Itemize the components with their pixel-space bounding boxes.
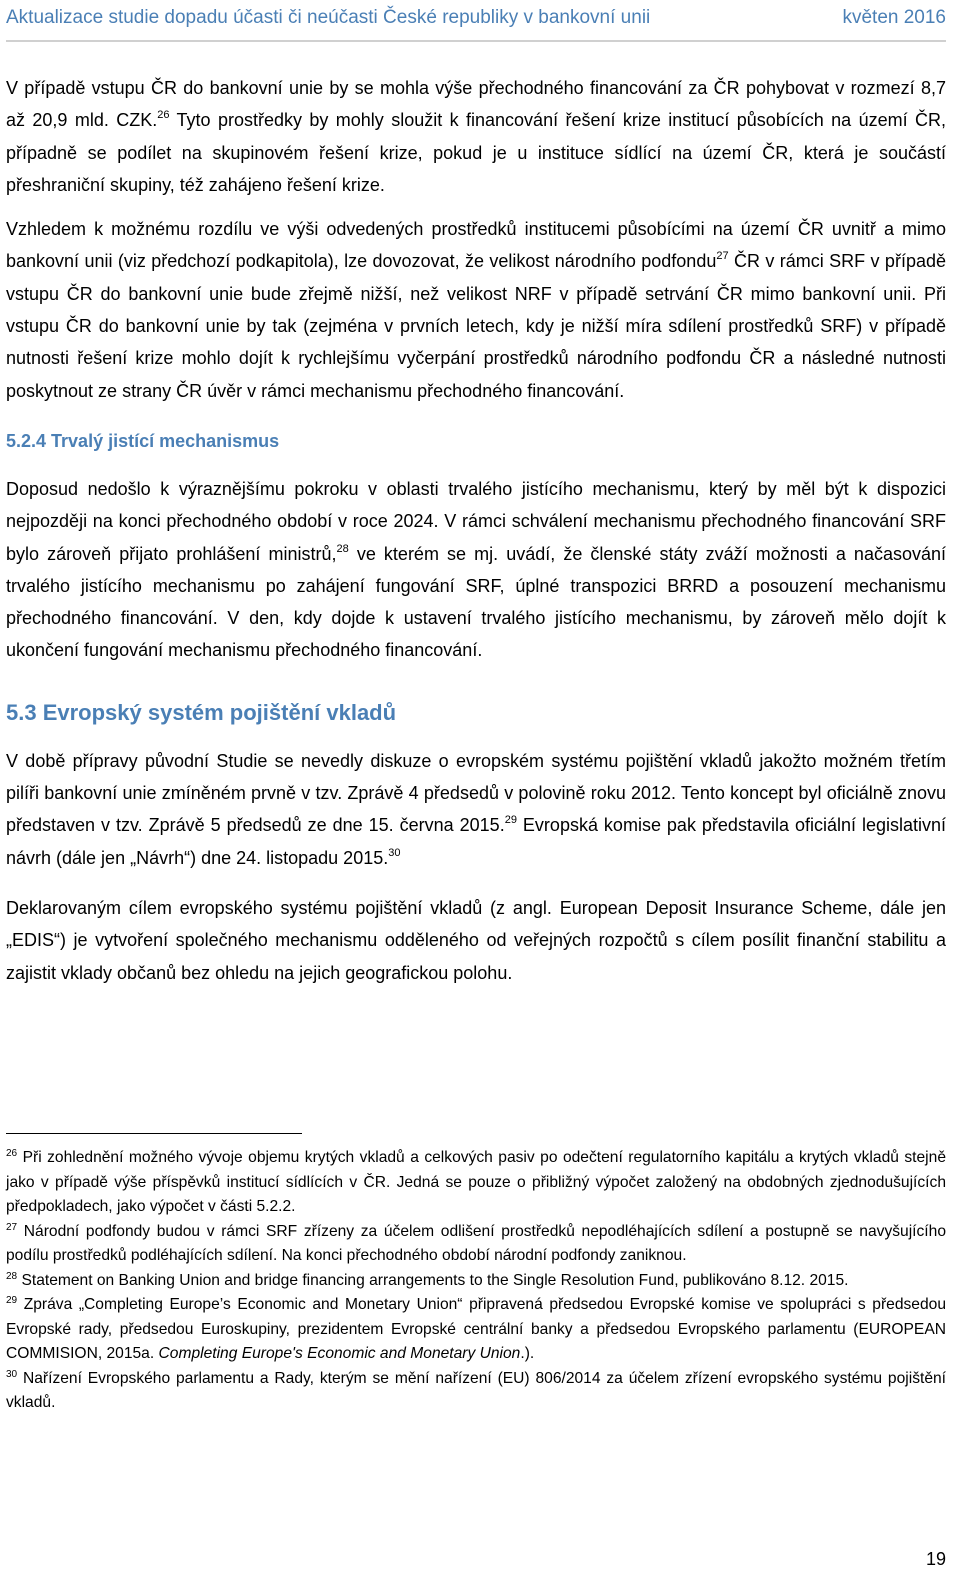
footnote-29 — [6, 1293, 946, 1367]
footnotes — [6, 1146, 946, 1416]
header-title: Aktualizace studie dopadu účasti či neúčasti České republiky v bankovní unii — [6, 7, 651, 28]
footnote-26 — [6, 1146, 946, 1220]
footnote-ref[interactable]: 30 — [388, 846, 401, 859]
paragraph-national-subfund — [6, 213, 946, 407]
footnote-number: 29 — [6, 1295, 18, 1306]
paragraph-text: V době přípravy původní Studie se nevedly diskuze o evropském systému pojištění vkladů jakožto možném třetím pilíři bankovní unie zmíněném prvně v tzv. Zprávě 4 předsedů v polovině roku 2012. Tento koncept byl oficiálně znovu představen v tzv. Zprávě 5 předsedů ze dne 15. června 2015. — [6, 750, 946, 836]
paragraph-text: ČR v rámci SRF v případě vstupu ČR do bankovní unie bude zřejmě nižší, než velikost NRF v případě setrvání ČR mimo bankovní unii. Při vstupu ČR do bankovní unie by tak (zejména v prvních letech, kdy je nižší míra sdílení prostředků SRF) v případě nutnosti řešení krize mohlo dojít k rychlejšímu vyčerpání prostředků národního podfondu ČR a následné nutnosti poskytnout ze strany ČR úvěr v rámci mechanismu přechodného financování. — [6, 251, 946, 401]
footnote-number: 28 — [6, 1270, 18, 1282]
footnote-ref[interactable]: 29 — [504, 814, 517, 827]
footnote-28 — [6, 1269, 946, 1294]
paragraph-text: Vzhledem k možnému rozdílu ve výši odvedených prostředků institucemi působícími na území ČR uvnitř a mimo bankovní unii (viz předchozí podkapitola), lze dovozovat, že velikost národního podfondu — [6, 219, 946, 272]
footnote-separator — [6, 1133, 302, 1134]
paragraph-text: Tyto prostředky by mohly sloužit k financování řešení krize institucí působících na území ČR, případně se podílet na skupinovém řešení krize, pokud je u instituce sídlící na území ČR, která je součástí přeshraniční skupiny, též zahájeno řešení krize. — [6, 110, 946, 195]
running-header — [6, 4, 946, 42]
paragraph-text: Evropská komise pak představila oficiální legislativní návrh (dále jen „Návrh“) dne 24. listopadu 2015. — [6, 815, 946, 868]
section-heading-5-3: 5.3 Evropský systém pojištění vkladů — [6, 699, 397, 725]
paragraph-text: Doposud nedošlo k výraznějšímu pokroku v oblasti trvalého jistícího mechanismu, který by měl být k dispozici nejpozději na konci přechodného období v roce 2024. V rámci schválení mechanismu přechodného financování SRF bylo zároveň přijato prohlášení ministrů, — [6, 478, 946, 564]
paragraph-text: V případě vstupu ČR do bankovní unie by se mohla výše přechodného financování za ČR pohybovat v rozmezí 8,7 až 20,9 mld. CZK. — [6, 78, 946, 131]
footnote-text: Nařízení Evropského parlamentu a Rady, kterým se mění nařízení (EU) 806/2014 za účelem zřízení evropského systému pojištění vkladů. — [6, 1369, 946, 1411]
main-content — [6, 72, 946, 989]
paragraph-bridge-financing — [6, 72, 946, 201]
footnote-text: Národní podfondy budou v rámci SRF zřízeny za účelem odlišení prostředků nepodléhajících sdílení a postupně se navyšujícího podílu prostředků podléhajících sdílení. Na konci přechodného období národní podfondy zaniknou. — [6, 1222, 946, 1264]
footnote-number: 30 — [6, 1368, 18, 1380]
footnote-italic-title: Completing Europe's Economic and Monetary Union — [158, 1345, 521, 1362]
footnote-number: 27 — [6, 1221, 18, 1233]
footnote-number: 26 — [6, 1148, 18, 1159]
header-date: květen 2016 — [842, 7, 946, 28]
footnote-ref[interactable]: 28 — [336, 542, 349, 555]
footnote-30 — [6, 1367, 946, 1416]
footnote-text: Statement on Banking Union and bridge financing arrangements to the Single Resolution Fund, publikováno 8.12. 2015. — [17, 1271, 849, 1289]
paragraph-text: ve kterém se mj. uvádí, že členské státy zváží možnosti a načasování trvalého jistícího mechanismu po zahájení fungování SRF, úplné transpozici BRRD a posouzení mechanismu přechodného financování. V den, kdy dojde k ustavení trvalého jistícího mechanismu, by zároveň mělo dojít k ukončení fungování mechanismu přechodného financování. — [6, 543, 946, 661]
footnote-ref[interactable]: 26 — [157, 109, 170, 122]
paragraph-edis-history — [6, 745, 946, 874]
paragraph-edis-goal: Deklarovaným cílem evropského systému pojištění vkladů (z angl. European Deposit Insurance Scheme, dále jen „EDIS“) je vytvoření společného mechanismu odděleného od veřejných rozpočtů s cílem posílit finanční stabilitu a zajistit vklady občanů bez ohledu na jejich geografickou polohu. — [6, 897, 946, 983]
footnote-27 — [6, 1220, 946, 1269]
footnote-text: .). — [520, 1345, 535, 1362]
footnote-text: Zpráva „Completing Europe’s Economic and Monetary Union“ připravená předsedou Evropské komise ve spolupráci s předsedou Evropské rady, předsedou Euroskupiny, prezidentem Evropské centrální banky a předsedou Evropského parlamentu (EUROPEAN COMMISION, 2015a. — [6, 1296, 946, 1362]
paragraph-backstop — [6, 473, 946, 667]
page-number: 19 — [925, 1549, 946, 1569]
section-heading-5-2-4: 5.2.4 Trvalý jistící mechanismus — [6, 430, 280, 451]
footnote-text: Při zohlednění možného vývoje objemu krytých vkladů a celkových pasiv po odečtení regulatorního kapitálu a krytých vkladů stejně jako v případě výše příspěvků institucí sídlících v ČR. Jedná se pouze o přibližný výpočet založený na obdobných zjednodušujících předpokladech, jako výpočet v části 5.2.2. — [6, 1149, 946, 1215]
footnote-ref[interactable]: 27 — [716, 250, 729, 263]
